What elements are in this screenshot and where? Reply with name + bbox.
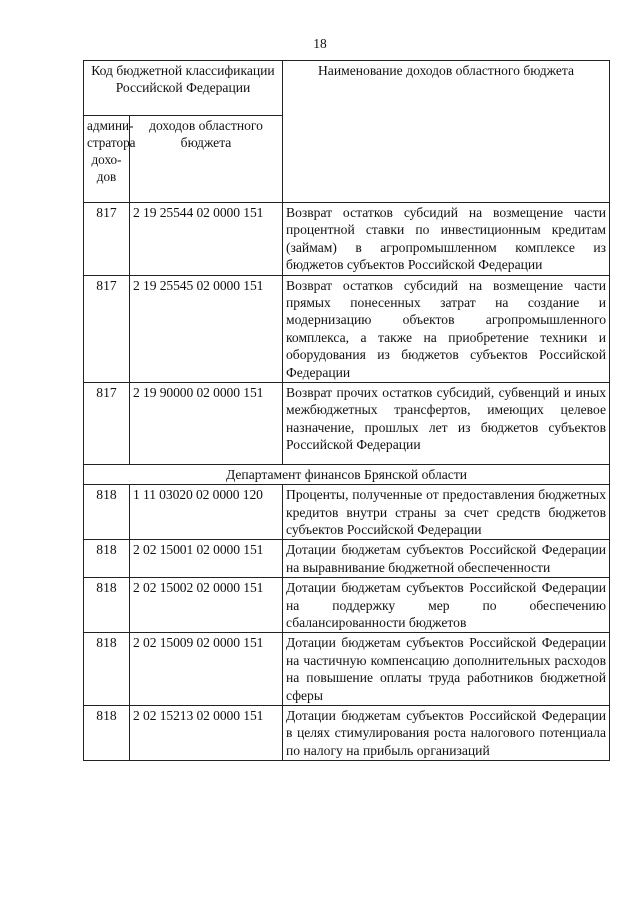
admin-code-cell: 818 (84, 578, 130, 633)
table-row (84, 705, 610, 760)
income-code-cell: 2 19 25545 02 0000 151 (130, 275, 283, 382)
income-code-cell: 2 19 25544 02 0000 151 (130, 203, 283, 276)
header-income-code: доходов областного бюджета (130, 116, 283, 203)
income-name-cell: Возврат остатков субсидий на возмещение части прямых понесенных затрат на создание и модернизацию объектов агропромышленного комплекса, а также на приобретение техники и оборудования из бюджетов субъектов Российской Федерации (283, 275, 610, 382)
table-row (84, 578, 610, 633)
header-budget-classification-code: Код бюджетной классификации Российской Федерации (84, 61, 283, 116)
admin-code-cell: 817 (84, 383, 130, 465)
table-row (84, 540, 610, 578)
page-number: 18 (313, 36, 327, 51)
table-row (84, 633, 610, 706)
income-name-cell: Возврат прочих остатков субсидий, субвенций и иных межбюджетных трансфертов, имеющих целевое назначение, прошлых лет из бюджетов субъектов Российской Федерации (283, 383, 610, 465)
table-row (84, 275, 610, 382)
admin-code-cell: 818 (84, 633, 130, 706)
admin-code-cell: 818 (84, 540, 130, 578)
table-row (84, 485, 610, 540)
budget-classification-table (83, 60, 610, 761)
table-row (84, 383, 610, 465)
admin-code-cell: 818 (84, 705, 130, 760)
income-name-cell: Дотации бюджетам субъектов Российской Федерации на выравнивание бюджетной обеспеченности (283, 540, 610, 578)
header-income-name: Наименование доходов областного бюджета (283, 61, 610, 203)
income-code-cell: 2 19 90000 02 0000 151 (130, 383, 283, 465)
table-row (84, 203, 610, 276)
income-code-cell: 2 02 15001 02 0000 151 (130, 540, 283, 578)
income-name-cell: Проценты, полученные от предоставления бюджетных кредитов внутри страны за счет средств бюджетов субъектов Российской Федерации (283, 485, 610, 540)
income-name-cell: Дотации бюджетам субъектов Российской Федерации на поддержку мер по обеспечению сбалансированности бюджетов (283, 578, 610, 633)
admin-code-cell: 817 (84, 275, 130, 382)
section-row (84, 464, 610, 484)
income-code-cell: 2 02 15002 02 0000 151 (130, 578, 283, 633)
income-code-cell: 2 02 15213 02 0000 151 (130, 705, 283, 760)
income-name-cell: Дотации бюджетам субъектов Российской Федерации на частичную компенсацию дополнительных расходов на повышение оплаты труда работников бюджетной сферы (283, 633, 610, 706)
section-heading-finance-department: Департамент финансов Брянской области (84, 464, 610, 484)
admin-code-cell: 818 (84, 485, 130, 540)
income-name-cell: Возврат остатков субсидий на возмещение части процентной ставки по инвестиционным кредитам (займам) в агропромышленном комплексе из бюджетов субъектов Российской Федерации (283, 203, 610, 276)
income-code-cell: 2 02 15009 02 0000 151 (130, 633, 283, 706)
admin-code-cell: 817 (84, 203, 130, 276)
income-name-cell: Дотации бюджетам субъектов Российской Федерации в целях стимулирования роста налогового потенциала по налогу на прибыль организаций (283, 705, 610, 760)
table-header-row-top (84, 61, 610, 116)
income-code-cell: 1 11 03020 02 0000 120 (130, 485, 283, 540)
header-administrator: админи-стратора дохо-дов (84, 116, 130, 203)
